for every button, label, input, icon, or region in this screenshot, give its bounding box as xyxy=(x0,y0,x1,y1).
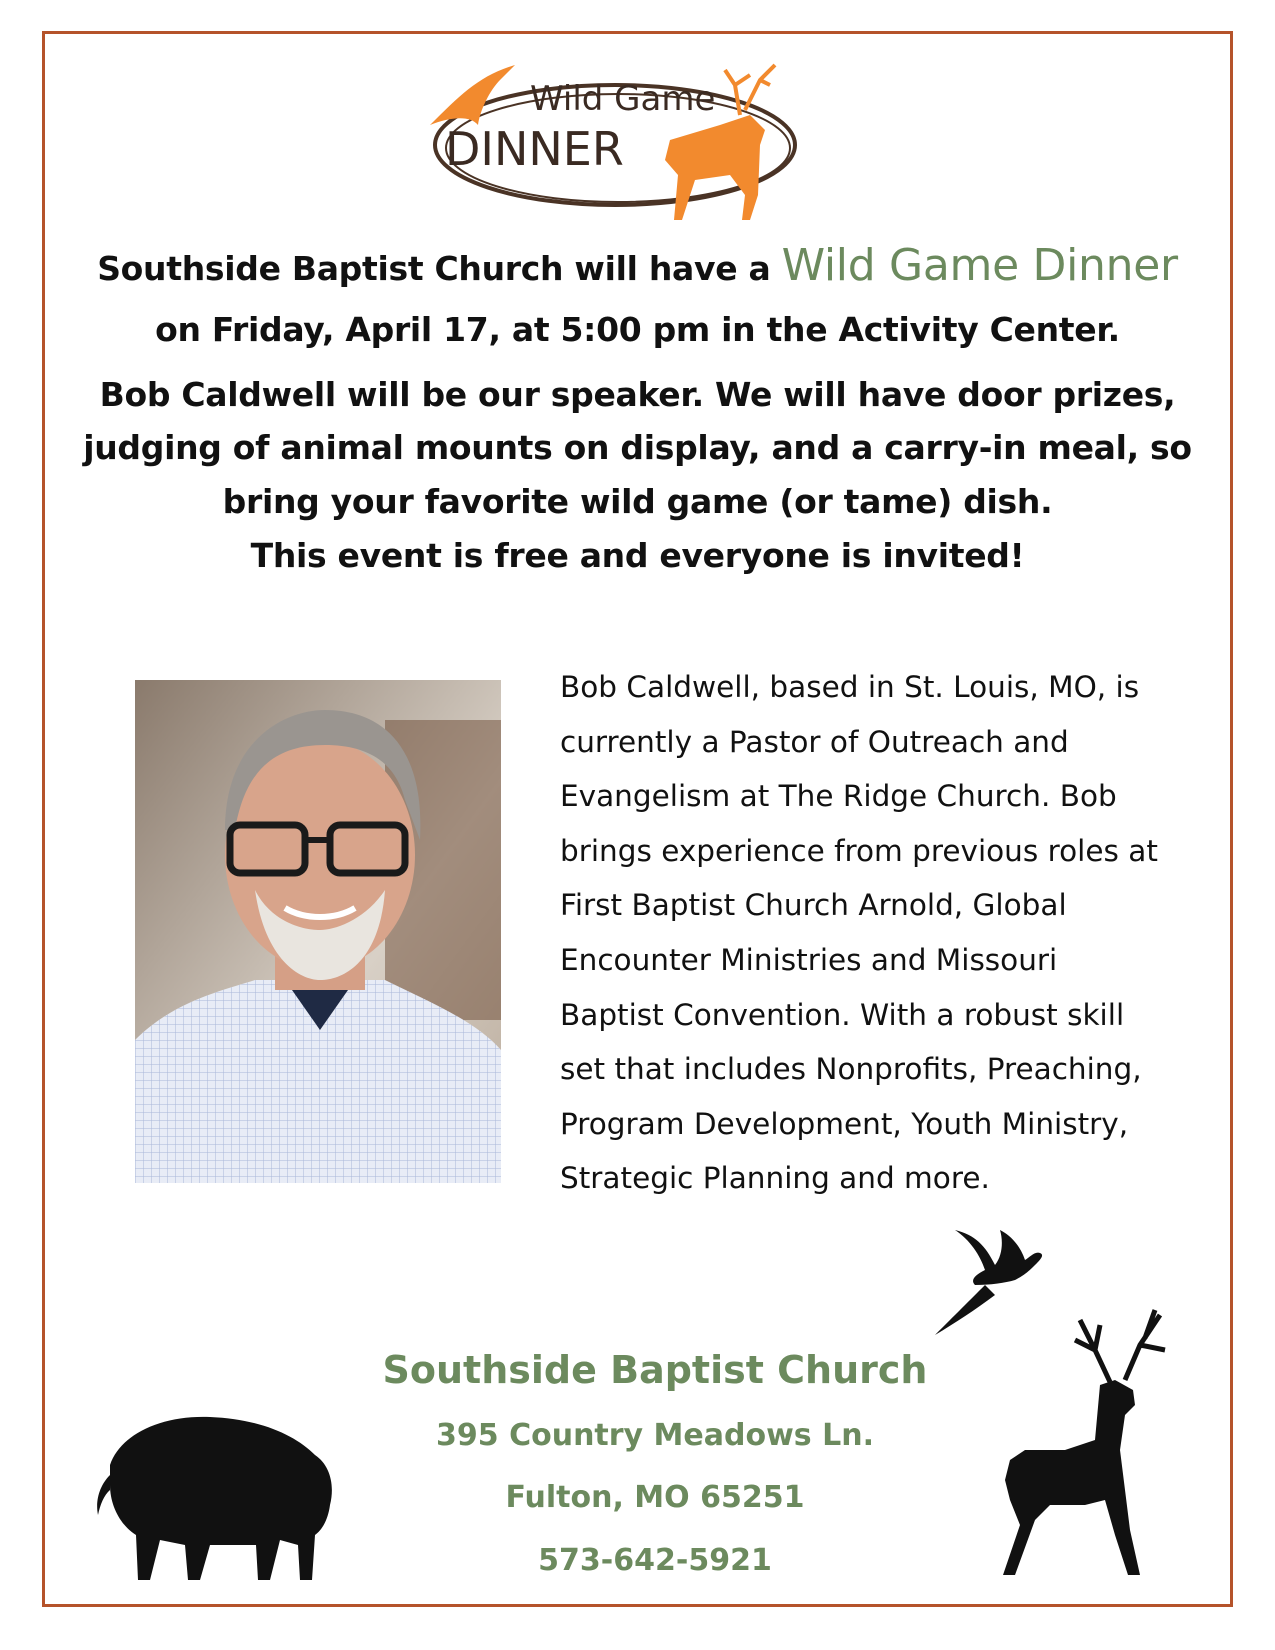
bio-line: set that includes Nonprofits, Preaching, xyxy=(560,1052,1142,1087)
headline-prefix: Southside Baptist Church will have a xyxy=(97,249,782,288)
headline-line4: judging of animal mounts on display, and a carry-in meal, so xyxy=(83,428,1192,467)
bison-silhouette-icon xyxy=(90,1405,340,1590)
logo-line2: DINNER xyxy=(445,122,624,176)
logo-line1: Wild Game xyxy=(530,79,716,119)
speaker-bio xyxy=(560,660,1200,1206)
wild-game-dinner-logo xyxy=(420,55,830,235)
headline-line2: on Friday, April 17, at 5:00 pm in the Activity Center. xyxy=(155,310,1120,349)
bio-line: Encounter Ministries and Missouri xyxy=(560,942,1058,977)
headline-accent: Wild Game Dinner xyxy=(781,240,1178,291)
headline-line1 xyxy=(60,240,1215,293)
headline-line6: This event is free and everyone is invited! xyxy=(250,536,1025,575)
bio-line: Strategic Planning and more. xyxy=(560,1161,990,1196)
church-phone: 573-642-5921 xyxy=(538,1543,772,1578)
church-city: Fulton, MO 65251 xyxy=(505,1480,805,1515)
bio-line: brings experience from previous roles at xyxy=(560,833,1158,868)
deer-silhouette-icon xyxy=(965,1290,1195,1585)
bio-line: Evangelism at The Ridge Church. Bob xyxy=(560,779,1117,814)
bio-line: Baptist Convention. With a robust skill xyxy=(560,997,1125,1032)
bio-line: Program Development, Youth Ministry, xyxy=(560,1106,1129,1141)
speaker-photo xyxy=(135,680,501,1183)
bio-line: Bob Caldwell, based in St. Louis, MO, is xyxy=(560,670,1140,704)
bio-line: First Baptist Church Arnold, Global xyxy=(560,888,1067,923)
headline-line3: Bob Caldwell will be our speaker. We will have door prizes, xyxy=(99,375,1176,414)
church-street: 395 Country Meadows Ln. xyxy=(436,1418,874,1453)
bio-line: currently a Pastor of Outreach and xyxy=(560,724,1069,759)
pheasant-logo-icon xyxy=(430,65,515,125)
headline-line5: bring your favorite wild game (or tame) dish. xyxy=(222,482,1053,521)
church-name: Southside Baptist Church xyxy=(382,1348,928,1392)
